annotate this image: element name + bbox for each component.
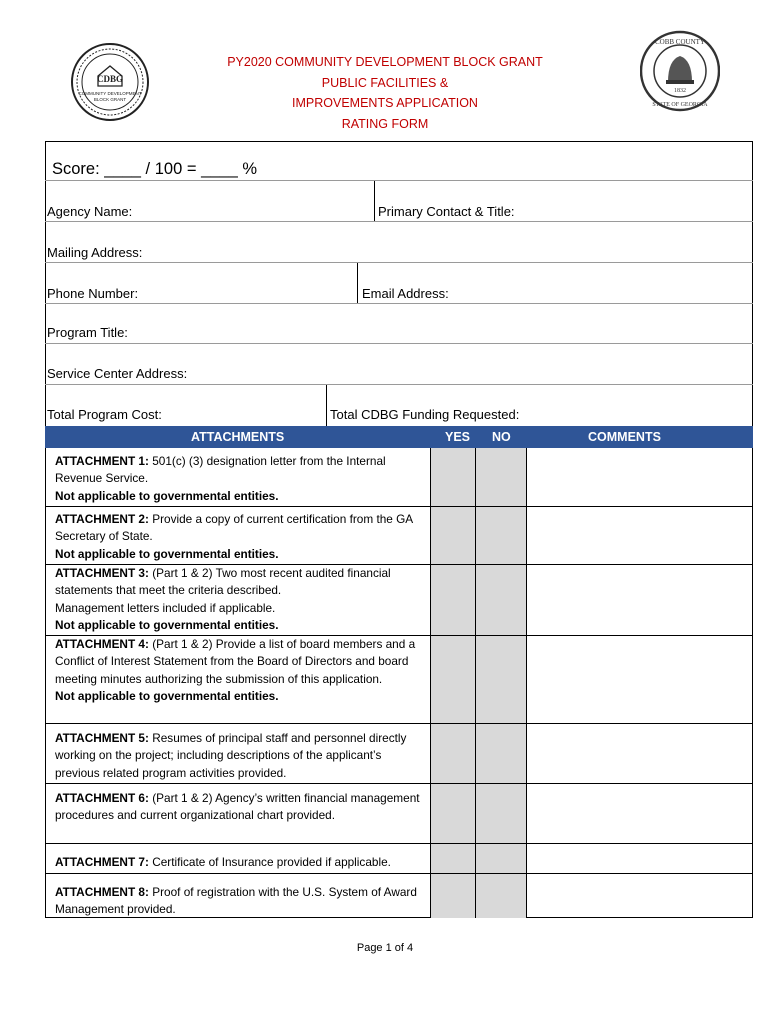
attachment-note: Not applicable to governmental entities. (55, 688, 279, 703)
attachment-text: Certificate of Insurance provided if applicable. (148, 855, 391, 869)
attachment-note: Not applicable to governmental entities. (55, 488, 279, 503)
attachment-text: Proof of registration with the U.S. System of Award Management provided. (55, 885, 417, 917)
attachment-row-6 (55, 790, 425, 825)
attachment-label: ATTACHMENT 6: (55, 791, 149, 805)
attachment-label: ATTACHMENT 4: (55, 637, 149, 651)
attachment-note: Not applicable to governmental entities. (55, 546, 279, 561)
attachment-note: Not applicable to governmental entities. (55, 617, 279, 632)
attachment-label: ATTACHMENT 5: (55, 731, 149, 745)
service-center-address-field[interactable]: Service Center Address: (47, 366, 188, 381)
row-divider (45, 783, 753, 784)
attachment-label: ATTACHMENT 2: (55, 512, 149, 526)
title-line-4: RATING FORM (341, 116, 429, 131)
svg-text:COMMUNITY DEVELOPMENT: COMMUNITY DEVELOPMENT (78, 91, 142, 96)
program-title-field[interactable]: Program Title: (47, 325, 128, 340)
attachment-extra: Management letters included if applicable. (55, 600, 276, 615)
attachment-label: ATTACHMENT 7: (55, 855, 149, 869)
attachment-text: Provide a copy of current certification from the GA Secretary of State. (55, 512, 413, 544)
attachments-header: ATTACHMENTS (191, 430, 285, 444)
divider (326, 385, 327, 426)
svg-text:COBB COUNTY: COBB COUNTY (655, 38, 705, 46)
divider (45, 343, 753, 344)
divider (526, 448, 527, 918)
attachment-text: 501(c) (3) designation letter from the Internal Revenue Service. (55, 454, 386, 486)
svg-text:CDBG: CDBG (96, 74, 124, 84)
divider (430, 448, 431, 918)
title-line-2: PUBLIC FACILITIES & (321, 75, 449, 90)
row-divider (45, 723, 753, 724)
comments-header: COMMENTS (588, 430, 661, 444)
no-header: NO (492, 430, 511, 444)
attachment-label: ATTACHMENT 8: (55, 885, 149, 899)
attachment-text: (Part 1 & 2) Two most recent audited financial statements that meet the criteria described. (55, 566, 391, 598)
attachment-row-2 (55, 511, 425, 563)
divider (45, 262, 753, 263)
title-line-1: PY2020 COMMUNITY DEVELOPMENT BLOCK GRANT (227, 55, 543, 69)
attachment-text: (Part 1 & 2) Agency’s written financial management procedures and current organizational chart provided. (55, 791, 420, 823)
attachment-row-8 (55, 884, 425, 919)
attachment-label: ATTACHMENT 3: (55, 566, 149, 580)
yes-header: YES (445, 430, 471, 444)
title-line-3: IMPROVEMENTS APPLICATION (292, 96, 478, 110)
divider (374, 181, 375, 221)
agency-name-field[interactable]: Agency Name: (47, 204, 133, 219)
row-divider (45, 843, 753, 844)
attachment-row-3 (55, 565, 425, 634)
attachment-row-4 (55, 636, 425, 705)
total-program-cost-field[interactable]: Total Program Cost: (47, 407, 162, 422)
mailing-address-field[interactable]: Mailing Address: (47, 245, 143, 260)
attachment-row-1 (55, 453, 425, 505)
attachments-table-header (45, 426, 753, 448)
row-divider (45, 506, 753, 507)
svg-text:1832: 1832 (674, 88, 686, 94)
page-number: Page 1 of 4 (356, 942, 414, 954)
divider (45, 303, 753, 304)
total-cdbg-funding-field[interactable]: Total CDBG Funding Requested: (330, 407, 520, 422)
email-address-field[interactable]: Email Address: (362, 286, 449, 301)
attachment-row-7 (55, 854, 425, 871)
row-divider (45, 873, 753, 874)
attachment-label: ATTACHMENT 1: (55, 454, 149, 468)
primary-contact-field[interactable]: Primary Contact & Title: (378, 204, 515, 219)
phone-number-field[interactable]: Phone Number: (47, 286, 139, 301)
form-title (0, 52, 770, 134)
score-field[interactable]: Score: ____ / 100 = ____ % (52, 160, 258, 178)
attachment-text: Resumes of principal staff and personnel directly working on the project; including descriptions of the applicant’s previous related program activities provided. (55, 731, 407, 780)
attachment-text: (Part 1 & 2) Provide a list of board members and a Conflict of Interest Statement from the Board of Directors and board meeting minutes authorizing the submission of this application. (55, 637, 416, 686)
svg-text:BLOCK GRANT: BLOCK GRANT (93, 97, 127, 102)
divider (475, 448, 476, 918)
divider (45, 221, 753, 222)
divider (357, 263, 358, 303)
no-column[interactable] (476, 448, 526, 918)
yes-column[interactable] (431, 448, 475, 918)
svg-text:STATE OF GEORGIA: STATE OF GEORGIA (652, 102, 708, 108)
attachment-row-5 (55, 730, 425, 782)
divider (45, 180, 753, 181)
divider (45, 384, 753, 385)
